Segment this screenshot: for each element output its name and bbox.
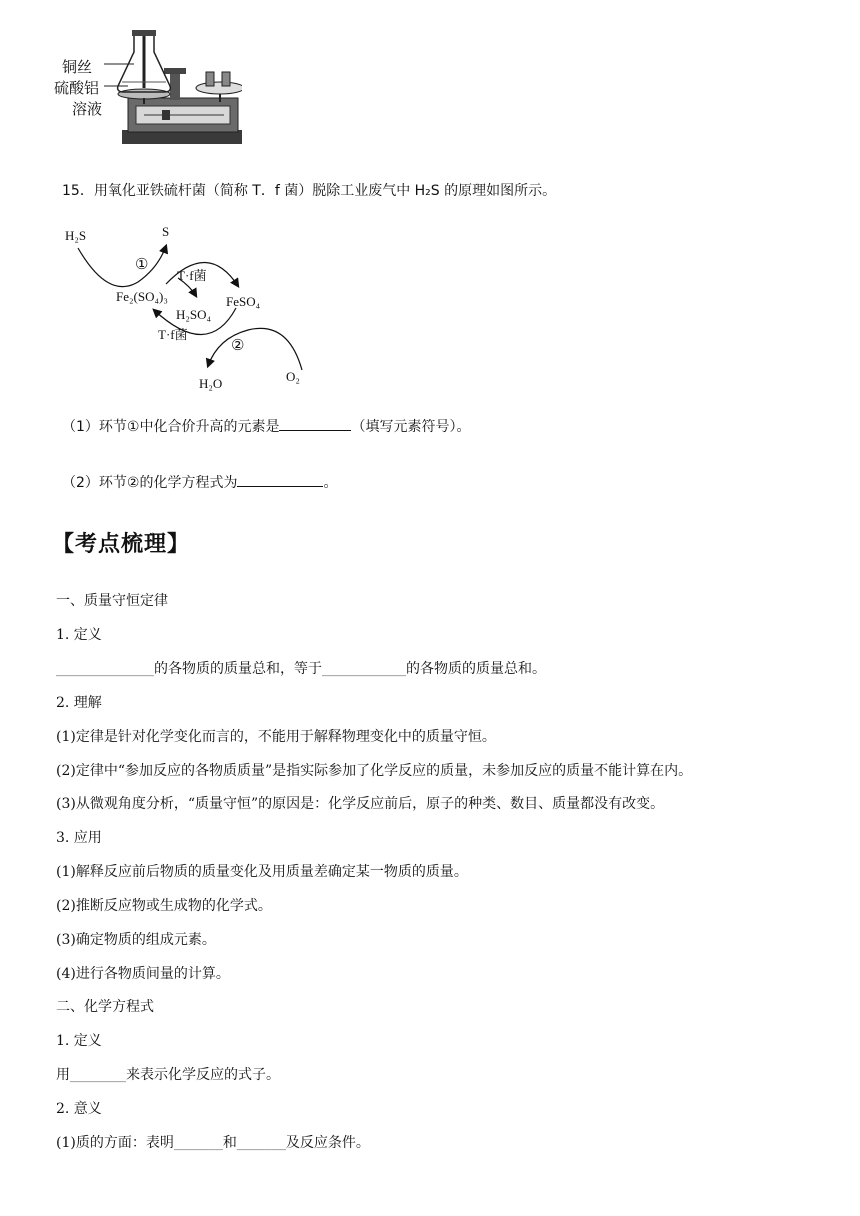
def2-blank: ________ xyxy=(70,1067,126,1083)
meaning-suffix: 及反应条件。 xyxy=(285,1135,370,1151)
species-h2s: H₂S xyxy=(65,228,87,243)
question-15-sub-1 xyxy=(62,416,470,436)
sub-2-suffix: 。 xyxy=(323,475,338,491)
species-h2so4: H₂SO₄ xyxy=(176,307,212,322)
part2-meaning-heading: 2. 意义 xyxy=(56,1101,102,1117)
part1-definition-text xyxy=(56,658,546,678)
step-2-marker: ② xyxy=(231,336,245,354)
def2-suffix: 来表示化学反应的式子。 xyxy=(126,1067,280,1083)
meaning-blank-2: _______ xyxy=(236,1135,286,1151)
understand-item-1: (1)定律是针对化学变化而言的，不能用于解释物理变化中的质量守恒。 xyxy=(56,729,496,745)
def-middle-text: 的各物质的质量总和，等于 xyxy=(154,661,322,677)
species-fe2so43: Fe₂(SO₄)₃ xyxy=(116,289,168,304)
apply-item-4: (4)进行各物质间量的计算。 xyxy=(56,966,230,982)
part1-definition-heading: 1. 定义 xyxy=(56,627,102,643)
section-title: 【考点梳理】 xyxy=(52,532,191,557)
meaning-blank-1: _______ xyxy=(173,1135,223,1151)
tf-label-bottom: T·f菌 xyxy=(158,327,188,342)
part2-heading: 二、化学方程式 xyxy=(56,999,154,1015)
part2-definition-text xyxy=(56,1064,280,1084)
def2-prefix: 用 xyxy=(56,1067,70,1083)
apply-item-3: (3)确定物质的组成元素。 xyxy=(56,932,216,948)
understand-item-2: (2)定律中“参加反应的各物质质量”是指实际参加了化学反应的质量，未参加反应的质量不能计算在内。 xyxy=(56,763,693,779)
part1-heading: 一、质量守恒定律 xyxy=(56,593,168,609)
apply-item-1: (1)解释反应前后物质的质量变化及用质量差确定某一物质的质量。 xyxy=(56,864,468,880)
part1-understand-heading: 2. 理解 xyxy=(56,695,102,711)
label-solution: 溶液 xyxy=(72,100,103,118)
question-15-stem: 15．用氧化亚铁硫杆菌（简称 T．f 菌）脱除工业废气中 H₂S 的原理如图所示。 xyxy=(62,183,557,199)
def-end-text: 的各物质的质量总和。 xyxy=(406,661,546,677)
def-blank-1: ______________ xyxy=(56,661,154,677)
sub-2-prefix: （2）环节②的化学方程式为 xyxy=(62,475,238,491)
sub-1-prefix: （1）环节①中化合价升高的元素是 xyxy=(62,419,280,435)
def-blank-2: ____________ xyxy=(322,661,406,677)
species-feso4: FeSO₄ xyxy=(226,294,261,309)
apply-item-2: (2)推断反应物或生成物的化学式。 xyxy=(56,898,272,914)
answer-blank-2[interactable] xyxy=(237,472,323,487)
meaning-middle: 和 xyxy=(222,1135,237,1151)
meaning-prefix: (1)质的方面：表明 xyxy=(56,1135,174,1151)
sub-1-suffix: （填写元素符号）。 xyxy=(351,419,471,435)
step-1-marker: ① xyxy=(135,255,149,273)
label-aluminum-sulfate: 硫酸铝 xyxy=(54,79,100,97)
part2-definition-heading: 1. 定义 xyxy=(56,1033,102,1049)
understand-item-3: (3)从微观角度分析，“质量守恒”的原因是：化学反应前后，原子的种类、数目、质量都没有改变。 xyxy=(56,796,665,812)
species-h2o: H₂O xyxy=(199,376,223,391)
tf-label-top: T·f菌 xyxy=(177,268,207,283)
answer-blank-1[interactable] xyxy=(279,416,351,431)
question-15-sub-2 xyxy=(62,472,337,492)
part2-meaning-item-1 xyxy=(56,1132,370,1152)
label-copper-wire: 铜丝 xyxy=(62,58,93,76)
species-s: S xyxy=(162,224,170,239)
part1-apply-heading: 3. 应用 xyxy=(56,830,102,846)
species-o2: O₂ xyxy=(286,369,300,384)
